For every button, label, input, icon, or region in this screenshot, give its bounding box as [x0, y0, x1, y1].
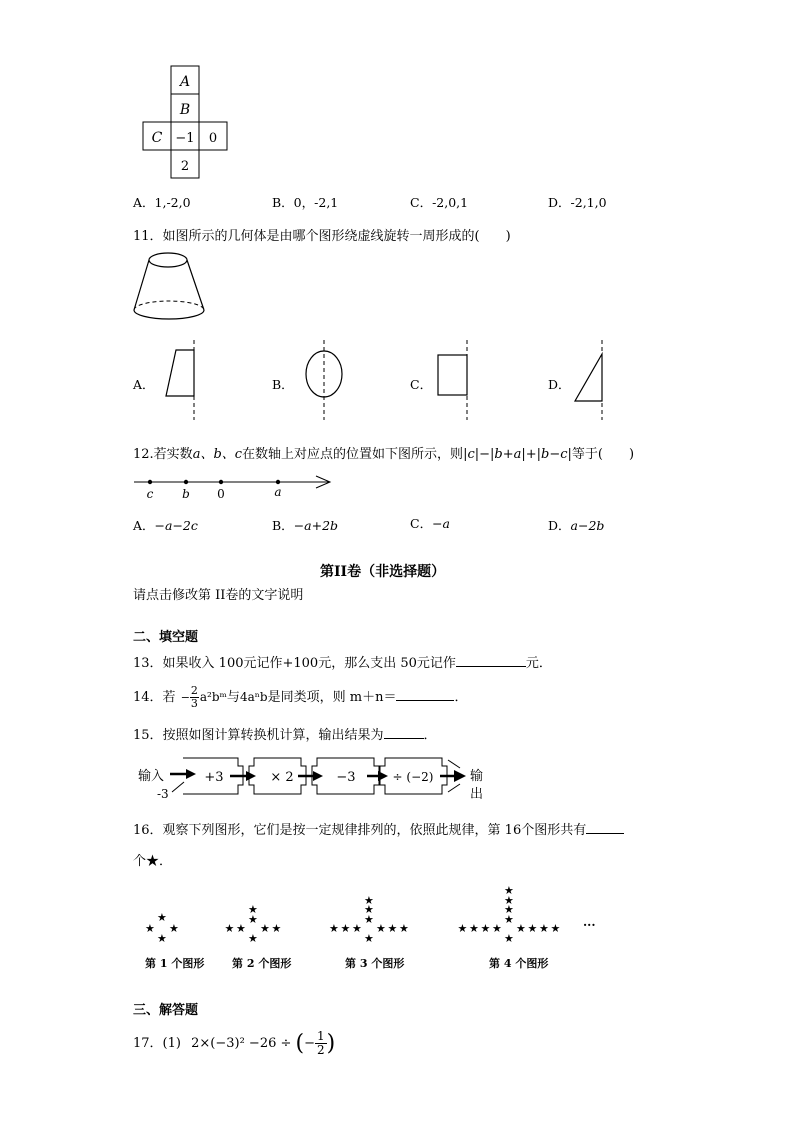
part2-note[interactable]: 请点击修改第 II卷的文字说明	[133, 588, 304, 603]
pattern-caption-1: 第 1 个图形	[145, 957, 205, 970]
net-cell-a: A	[179, 74, 191, 90]
pattern-ellipsis: ···	[583, 918, 596, 932]
star-mark: ★	[516, 922, 526, 935]
q16-answer-blank[interactable]	[586, 821, 624, 834]
part2-title: 第II卷（非选择题）	[320, 564, 446, 580]
machine-output-label-1: 输	[470, 769, 484, 784]
star-mark: ★	[527, 922, 538, 935]
section-fill-in: 二、填空题	[133, 630, 199, 645]
q11-option-d-triangle-icon	[570, 338, 615, 423]
calculator-machine-figure	[130, 752, 500, 807]
q12-option-c[interactable]: C．−a	[410, 516, 451, 531]
q12-option-d[interactable]: D．a−2b	[548, 518, 605, 533]
axis-label-c: c	[146, 487, 154, 501]
net-cell-minus1: −1	[175, 131, 195, 146]
machine-output-label-2: 出	[470, 787, 484, 802]
axis-label-a: a	[274, 485, 282, 499]
q12-option-b[interactable]: B．−a+2b	[272, 518, 339, 533]
q16-line2: 个★．	[133, 854, 173, 869]
cube-net-figure	[140, 65, 230, 180]
q14-fraction: − $\frac{2}{3}$	[180, 684, 198, 710]
star-mark: ★	[364, 912, 374, 926]
q11-option-a[interactable]: A．	[133, 377, 155, 392]
star-mark: ★	[469, 922, 479, 935]
q14-answer-blank[interactable]	[396, 688, 454, 701]
q12-option-a[interactable]: A．−a−2c	[133, 518, 198, 533]
axis-label-b: b	[182, 487, 190, 501]
q15: 15．按照如图计算转换机计算，输出结果为 ．	[133, 728, 437, 743]
number-line-figure	[130, 470, 340, 505]
q17-expression: 2×(−3)² −26 ÷	[191, 1036, 292, 1051]
star-mark: ★	[169, 922, 179, 935]
machine-step-1: +3	[204, 770, 224, 785]
net-cell-b: B	[179, 102, 191, 118]
star-mark: ★	[157, 932, 167, 945]
star-mark: ★	[457, 922, 468, 935]
star-mark: ★	[248, 903, 258, 916]
star-mark: ★	[364, 931, 374, 945]
q11-option-b[interactable]: B．	[272, 377, 294, 392]
axis-label-0: 0	[217, 487, 225, 501]
pattern-caption-2: 第 2 个图形	[232, 957, 292, 970]
q11-stem: 11．如图所示的几何体是由哪个图形绕虚线旋转一周形成的( )	[133, 229, 511, 244]
star-mark: ★	[504, 893, 514, 907]
pattern-caption-3: 第 3 个图形	[345, 957, 405, 970]
q10-option-d[interactable]: D．-2,1,0	[548, 195, 607, 210]
star-mark: ★	[376, 922, 386, 935]
star-mark: ★	[157, 911, 167, 924]
q17: 17．(1) 2×(−3)² −26 ÷ (− $\frac{1}{2}$ )	[133, 1029, 336, 1057]
pattern-caption-4: 第 4 个图形	[489, 957, 549, 970]
star-mark: ★	[480, 922, 491, 935]
machine-step-4: ÷ (−2)	[392, 770, 434, 784]
machine-input-value: -3	[157, 787, 169, 801]
q11-option-b-ellipse-icon	[302, 338, 347, 423]
star-mark: ★	[387, 922, 398, 935]
net-cell-2: 2	[180, 159, 190, 174]
frustum-figure	[130, 250, 210, 325]
star-mark: ★	[224, 922, 235, 935]
star-mark: ★	[236, 922, 246, 935]
q10-option-a[interactable]: A．1,-2,0	[133, 195, 191, 210]
star-mark: ★	[329, 922, 339, 935]
star-mark: ★	[248, 931, 258, 945]
q11-option-a-trapezoid-icon	[160, 338, 205, 423]
q10-option-c[interactable]: C．-2,0,1	[410, 195, 469, 210]
star-mark: ★	[352, 922, 362, 935]
q13-answer-blank[interactable]	[456, 654, 526, 667]
star-mark: ★	[504, 884, 514, 897]
star-mark: ★	[145, 922, 155, 935]
q11-option-c[interactable]: C．	[410, 377, 433, 392]
q10-option-b[interactable]: B．0，-2,1	[272, 195, 339, 210]
star-mark: ★	[504, 903, 514, 916]
machine-step-2: × 2	[270, 770, 294, 785]
q17-paren-fraction: (	[295, 1030, 305, 1056]
star-mark: ★	[364, 903, 374, 916]
star-mark: ★	[492, 922, 502, 935]
star-mark: ★	[399, 922, 409, 935]
q12-stem: 12.若实数a、b、c在数轴上对应点的位置如下图所示，则|c|−|b+a|+|b−c|等于( )	[133, 447, 635, 462]
machine-step-3: −3	[336, 770, 356, 785]
star-mark: ★	[260, 922, 270, 935]
star-mark: ★	[364, 893, 374, 907]
q11-option-d[interactable]: D．	[548, 377, 571, 392]
machine-input-label: 输入	[138, 769, 165, 784]
star-mark: ★	[504, 931, 514, 945]
star-mark: ★	[504, 912, 514, 926]
star-mark: ★	[340, 922, 351, 935]
q14: 14．若 − $\frac{2}{3}$ a²bᵐ与4aⁿb是同类项，则 m＋n＝ ．	[133, 684, 468, 710]
star-mark: ★	[550, 922, 561, 935]
q11-option-c-rectangle-icon	[432, 338, 477, 423]
star-mark: ★	[248, 912, 258, 926]
net-cell-c: C	[151, 130, 163, 146]
star-mark: ★	[271, 922, 282, 935]
section-solve: 三、解答题	[133, 1003, 199, 1018]
q16: 16．观察下列图形，它们是按一定规律排列的，依照此规律，第 16个图形共有	[133, 819, 624, 838]
q13: 13．如果收入 100元记作+100元，那么支出 50元记作 元．	[133, 656, 552, 671]
net-cell-0: 0	[208, 131, 218, 146]
q15-answer-blank[interactable]	[384, 726, 424, 739]
star-mark: ★	[539, 922, 549, 935]
